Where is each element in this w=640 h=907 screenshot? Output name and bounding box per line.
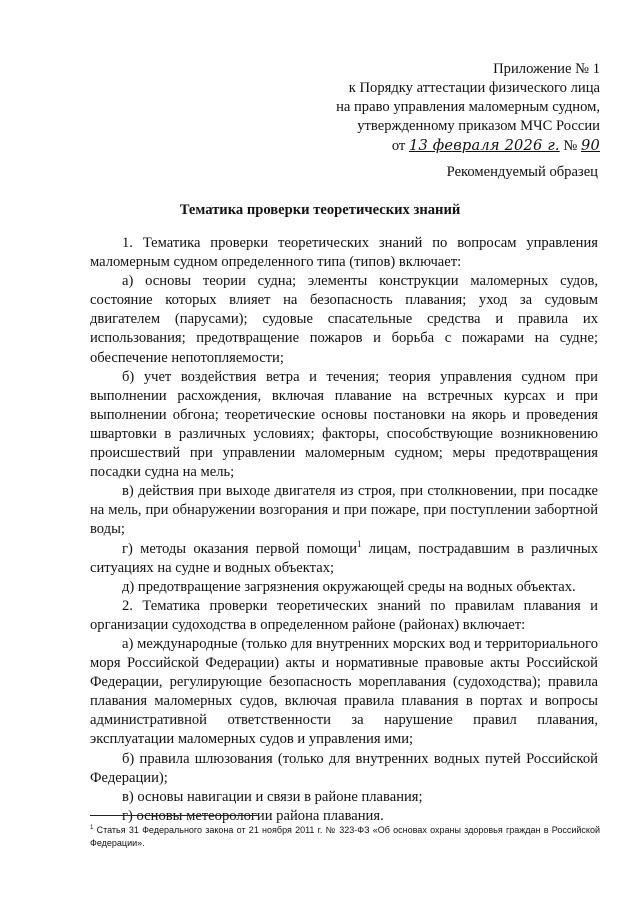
paragraph: г) основы метеорологии района плавания. — [122, 807, 384, 824]
paragraph: в) основы навигации и связи в районе плавания; — [122, 788, 423, 805]
handwritten-number: 90 — [581, 137, 600, 154]
document-body — [90, 234, 598, 826]
appendix-line: утвержденному приказом МЧС России — [357, 118, 600, 134]
paragraph: д) предотвращение загрязнения окружающей среды на водных объектах. — [122, 578, 576, 595]
paragraph: 1. Тематика проверки теоретических знаний по вопросам управления маломерным судном определенного типа (типов) включает: — [90, 235, 598, 271]
order-reference — [336, 136, 600, 156]
paragraph: а) международные (только для внутренних морских вод и территориального моря Российской Федерации) акты и нормативные правовые акты Российской Федерации, регулирующие безопасность мореплавания (судоходства); правила плавания маломерных судов, включая правила плавания в портах и вопросы административной ответственности за нарушение правил плавания, эксплуатации маломерных судов и управления ими; — [90, 635, 598, 748]
sample-label: Рекомендуемый образец — [446, 164, 598, 180]
footnote-mark: 1 — [90, 825, 94, 831]
appendix-header — [336, 60, 600, 156]
paragraph: а) основы теории судна; элементы конструкции маломерных судов, состояние которых влияет на безопасность плавания; уход за судовым двигателем (парусами); судовые спасательные средства и правила их использования; предотвращение пожаров и борьба с пожарами на судне; обеспечение непотопляемости; — [90, 273, 598, 366]
footnote-text: Статья 31 Федерального закона от 21 ноября 2011 г. № 323-ФЗ «Об основах охраны здоровья граждан в Российской Федерации». — [90, 825, 600, 848]
paragraph: в) действия при выходе двигателя из строя, при столкновении, при посадке на мель, при обнаружении возгорания и при пожаре, при поступлении забортной воды; — [90, 483, 598, 538]
appendix-line: на право управления маломерным судном, — [336, 99, 600, 115]
footnote-divider — [90, 815, 258, 816]
appendix-line: к Порядку аттестации физического лица — [348, 80, 600, 96]
paragraph — [90, 540, 598, 578]
paragraph: б) учет воздействия ветра и течения; теория управления судном при выполнении расхождения, включая плавание на встречных курсах и при выполнении обгона; теоретические основы постановки на якорь и проведения швартовки в различных условиях; факторы, способствующие возникновению происшествий при управлении маломерным судном; меры предотвращения посадки судна на мель; — [90, 368, 598, 481]
paragraph: 2. Тематика проверки теоретических знаний по правилам плавания и организации судоходства в определенном районе (районах) включает: — [90, 597, 598, 633]
paragraph-text: лицам, пострадавшим в различных ситуациях на судне и водных объектах; — [90, 540, 598, 576]
date-prefix: от — [391, 138, 406, 154]
footnote-reference[interactable]: 1 — [357, 538, 362, 549]
paragraph: б) правила шлюзования (только для внутренних водных путей Российской Федерации); — [90, 750, 598, 786]
footnote — [90, 822, 600, 850]
number-prefix: № — [563, 138, 578, 154]
document-title: Тематика проверки теоретических знаний — [179, 202, 461, 218]
paragraph-text: г) методы оказания первой помощи — [122, 540, 358, 557]
appendix-number: Приложение № 1 — [493, 61, 600, 77]
handwritten-date: 13 февраля 2026 г. — [408, 137, 560, 154]
